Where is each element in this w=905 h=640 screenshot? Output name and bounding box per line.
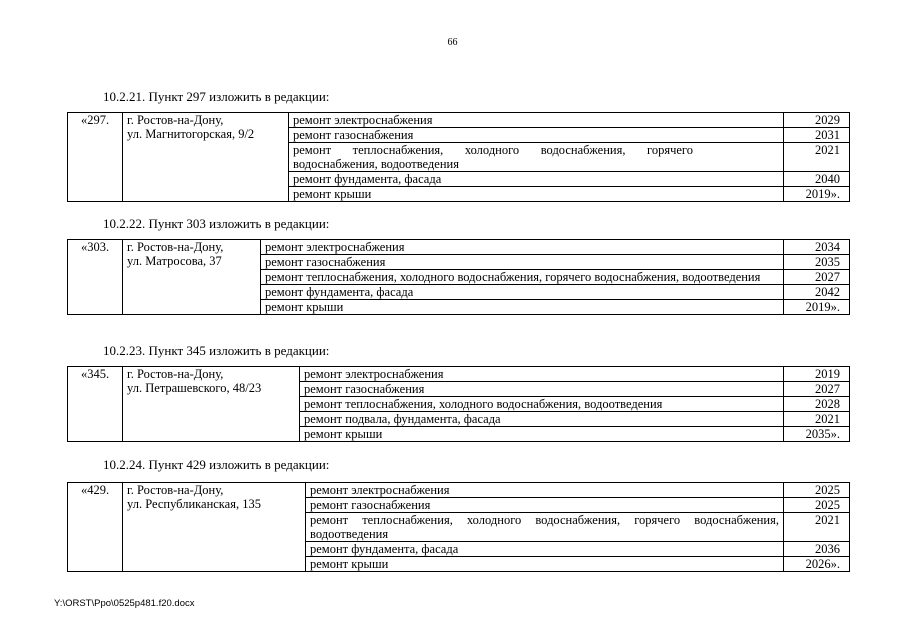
address-street: ул. Республиканская, 135 bbox=[127, 497, 261, 511]
address-cell bbox=[123, 240, 261, 315]
year-cell: 2021 bbox=[784, 143, 850, 172]
repair-table bbox=[67, 366, 850, 442]
address-city: г. Ростов-на-Дону, bbox=[127, 113, 224, 127]
address-city: г. Ростов-на-Дону, bbox=[127, 483, 224, 497]
work-cell: ремонт газоснабжения bbox=[300, 382, 784, 397]
table-row bbox=[68, 113, 850, 128]
year-cell: 2040 bbox=[784, 172, 850, 187]
repair-table bbox=[67, 112, 850, 202]
year-cell: 2036 bbox=[784, 542, 850, 557]
work-cell: ремонт газоснабжения bbox=[261, 255, 784, 270]
work-cell: ремонт газоснабжения bbox=[289, 128, 784, 143]
address-cell bbox=[123, 113, 289, 202]
address-street: ул. Матросова, 37 bbox=[127, 254, 222, 268]
work-cell: ремонт фундамента, фасада bbox=[306, 542, 784, 557]
year-cell: 2021 bbox=[784, 412, 850, 427]
work-cell: ремонт теплоснабжения, холодного водоснабжения, горячего водоснабжения, водоотведения bbox=[289, 143, 784, 172]
item-number: «303. bbox=[80, 240, 110, 254]
table-row bbox=[68, 483, 850, 498]
work-cell: ремонт теплоснабжения, холодного водоснабжения, горячего водоснабжения, водоотведения bbox=[306, 513, 784, 542]
work-cell: ремонт подвала, фундамента, фасада bbox=[300, 412, 784, 427]
work-cell: ремонт электроснабжения bbox=[306, 483, 784, 498]
year-cell: 2031 bbox=[784, 128, 850, 143]
work-cell: ремонт крыши bbox=[261, 300, 784, 315]
page-number: 66 bbox=[447, 37, 458, 48]
year-cell: 2029 bbox=[784, 113, 850, 128]
year-cell: 2019». bbox=[784, 187, 850, 202]
work-cell: ремонт фундамента, фасада bbox=[261, 285, 784, 300]
file-path-footer: Y:\ORST\Ppo\0525p481.f20.docx bbox=[54, 598, 195, 609]
year-cell: 2035 bbox=[784, 255, 850, 270]
work-cell: ремонт крыши bbox=[306, 557, 784, 572]
year-cell: 2027 bbox=[784, 270, 850, 285]
section-title: 10.2.22. Пункт 303 изложить в редакции: bbox=[103, 216, 330, 231]
table-row bbox=[68, 367, 850, 382]
year-cell: 2019». bbox=[784, 300, 850, 315]
item-number: «345. bbox=[80, 367, 110, 381]
work-cell: ремонт теплоснабжения, холодного водоснабжения, водоотведения bbox=[300, 397, 784, 412]
year-cell: 2034 bbox=[784, 240, 850, 255]
address-cell bbox=[123, 483, 306, 572]
section-title: 10.2.21. Пункт 297 изложить в редакции: bbox=[103, 89, 330, 104]
year-cell: 2035». bbox=[784, 427, 850, 442]
repair-table bbox=[67, 239, 850, 315]
year-cell: 2026». bbox=[784, 557, 850, 572]
work-cell: ремонт электроснабжения bbox=[300, 367, 784, 382]
year-cell: 2019 bbox=[784, 367, 850, 382]
work-cell: ремонт крыши bbox=[289, 187, 784, 202]
year-cell: 2027 bbox=[784, 382, 850, 397]
year-cell: 2021 bbox=[784, 513, 850, 542]
table-row bbox=[68, 240, 850, 255]
address-street: ул. Магнитогорская, 9/2 bbox=[127, 127, 255, 141]
item-number: «429. bbox=[80, 483, 110, 497]
address-city: г. Ростов-на-Дону, bbox=[127, 367, 224, 381]
work-cell: ремонт фундамента, фасада bbox=[289, 172, 784, 187]
year-cell: 2042 bbox=[784, 285, 850, 300]
section-title: 10.2.24. Пункт 429 изложить в редакции: bbox=[103, 457, 330, 472]
work-cell: ремонт теплоснабжения, холодного водоснабжения, горячего водоснабжения, водоотведения bbox=[261, 270, 784, 285]
year-cell: 2025 bbox=[784, 483, 850, 498]
year-cell: 2025 bbox=[784, 498, 850, 513]
address-cell bbox=[123, 367, 300, 442]
work-cell: ремонт электроснабжения bbox=[289, 113, 784, 128]
repair-table bbox=[67, 482, 850, 572]
work-cell: ремонт газоснабжения bbox=[306, 498, 784, 513]
address-street: ул. Петрашевского, 48/23 bbox=[127, 381, 262, 395]
work-cell: ремонт электроснабжения bbox=[261, 240, 784, 255]
year-cell: 2028 bbox=[784, 397, 850, 412]
item-number: «297. bbox=[80, 113, 110, 127]
section-title: 10.2.23. Пункт 345 изложить в редакции: bbox=[103, 343, 330, 358]
address-city: г. Ростов-на-Дону, bbox=[127, 240, 224, 254]
work-cell: ремонт крыши bbox=[300, 427, 784, 442]
